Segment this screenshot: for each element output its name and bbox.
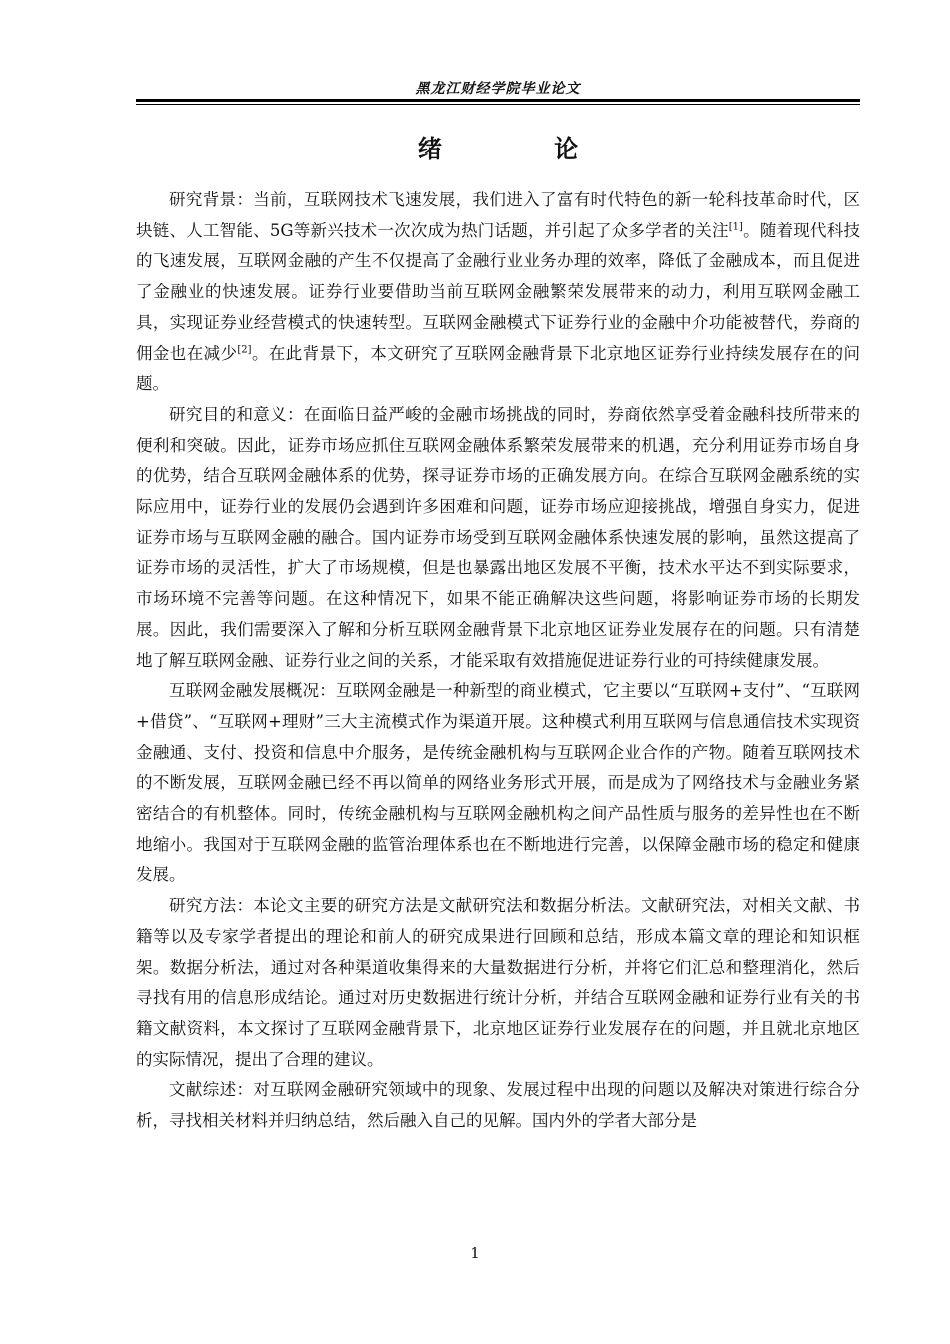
header-rule-thick xyxy=(136,99,860,102)
paragraph-literature-review: 文献综述：对互联网金融研究领域中的现象、发展过程中出现的问题以及解决对策进行综合分析，寻找相关材料并归纳总结，然后融入自己的见解。国内外的学者大部分是 xyxy=(136,1080,860,1131)
paragraph-research-methods: 研究方法：本论文主要的研究方法是文献研究法和数据分析法。文献研究法，对相关文献、书籍等以及专家学者提出的理论和前人的研究成果进行回顾和总结，形成本篇文章的理论和知识框架。数据分析法，通过对各种渠道收集得来的大量数据进行分析，并将它们汇总和整理消化，然后寻找有用的信息形成结论。通过对历史数据进行统计分析，并结合互联网金融和证券行业有关的书籍文献资料，本文探讨了互联网金融背景下，北京地区证券行业发展存在的问题，并且就北京地区的实际情况，提出了合理的建议。 xyxy=(136,896,860,1069)
paragraph-text: 。在此背景下，本文研究了互联网金融背景下北京地区证券行业持续发展存在的问题。 xyxy=(136,343,861,394)
paragraph-research-purpose: 研究目的和意义：在面临日益严峻的金融市场挑战的同时，券商依然享受着金融科技所带来的便利和突破。因此，证券市场应抓住互联网金融体系繁荣发展带来的机遇，充分利用证券市场自身的优势，结合互联网金融体系的优势，探寻证券市场的正确发展方向。在综合互联网金融系统的实际应用中，证券行业的发展仍会遇到许多困难和问题，证券市场应迎接挑战，增强自身实力，促进证券市场与互联网金融的融合。国内证券市场受到互联网金融体系快速发展的影响，虽然这提高了证券市场的灵活性，扩大了市场规模，但是也暴露出地区发展不平衡，技术水平达不到实际要求，市场环境不完善等问题。在这种情况下，如果不能正确解决这些问题，将影响证券市场的长期发展。因此，我们需要深入了解和分析互联网金融背景下北京地区证券业发展存在的问题。只有清楚地了解互联网金融、证券行业之间的关系，才能采取有效措施促进证券行业的可持续健康发展。 xyxy=(136,404,860,670)
running-header: 黑龙江财经学院毕业论文 xyxy=(415,81,581,97)
citation-marker: [1] xyxy=(728,221,743,233)
paragraph-internet-finance-overview: 互联网金融发展概况：互联网金融是一种新型的商业模式，它主要以“互联网+支付”、“互联网+借贷”、“互联网+理财”三大主流模式作为渠道开展。这种模式利用互联网与信息通信技术实现资金融通、支付、投资和信息中介服务，是传统金融机构与互联网企业合作的产物。随着互联网技术的不断发展，互联网金融已经不再以简单的网络业务形式开展，而是成为了网络技术与金融业务紧密结合的有机整体。同时，传统金融机构与互联网金融机构之间产品性质与服务的差异性也在不断地缩小。我国对于互联网金融的监管治理体系也在不断地进行完善，以保障金融市场的稳定和健康发展。 xyxy=(136,681,860,885)
paragraph-text: 。随着现代科技的飞速发展，互联网金融的产生不仅提高了金融行业业务办理的效率，降低了金融成本，而且促进了金融业的快速发展。证券行业要借助当前互联网金融繁荣发展带来的动力，利用互联网金融工具，实现证券业经营模式的快速转型。互联网金融模式下证券行业的金融中介功能被替代，券商的佣金也在减少 xyxy=(136,220,860,363)
page-number: 1 xyxy=(470,1244,480,1262)
page-title: 绪 论 xyxy=(417,135,631,163)
citation-marker: [2] xyxy=(237,344,252,356)
paragraph-research-background xyxy=(136,185,860,400)
paragraph-text: 研究背景：当前，互联网技术飞速发展，我们进入了富有时代特色的新一轮科技革命时代，区块链、人工智能、5G等新兴技术一次次成为热门话题，并引起了众多学者的关注 xyxy=(136,190,860,240)
header-rule-thin xyxy=(136,104,860,105)
body-text xyxy=(136,185,860,1137)
